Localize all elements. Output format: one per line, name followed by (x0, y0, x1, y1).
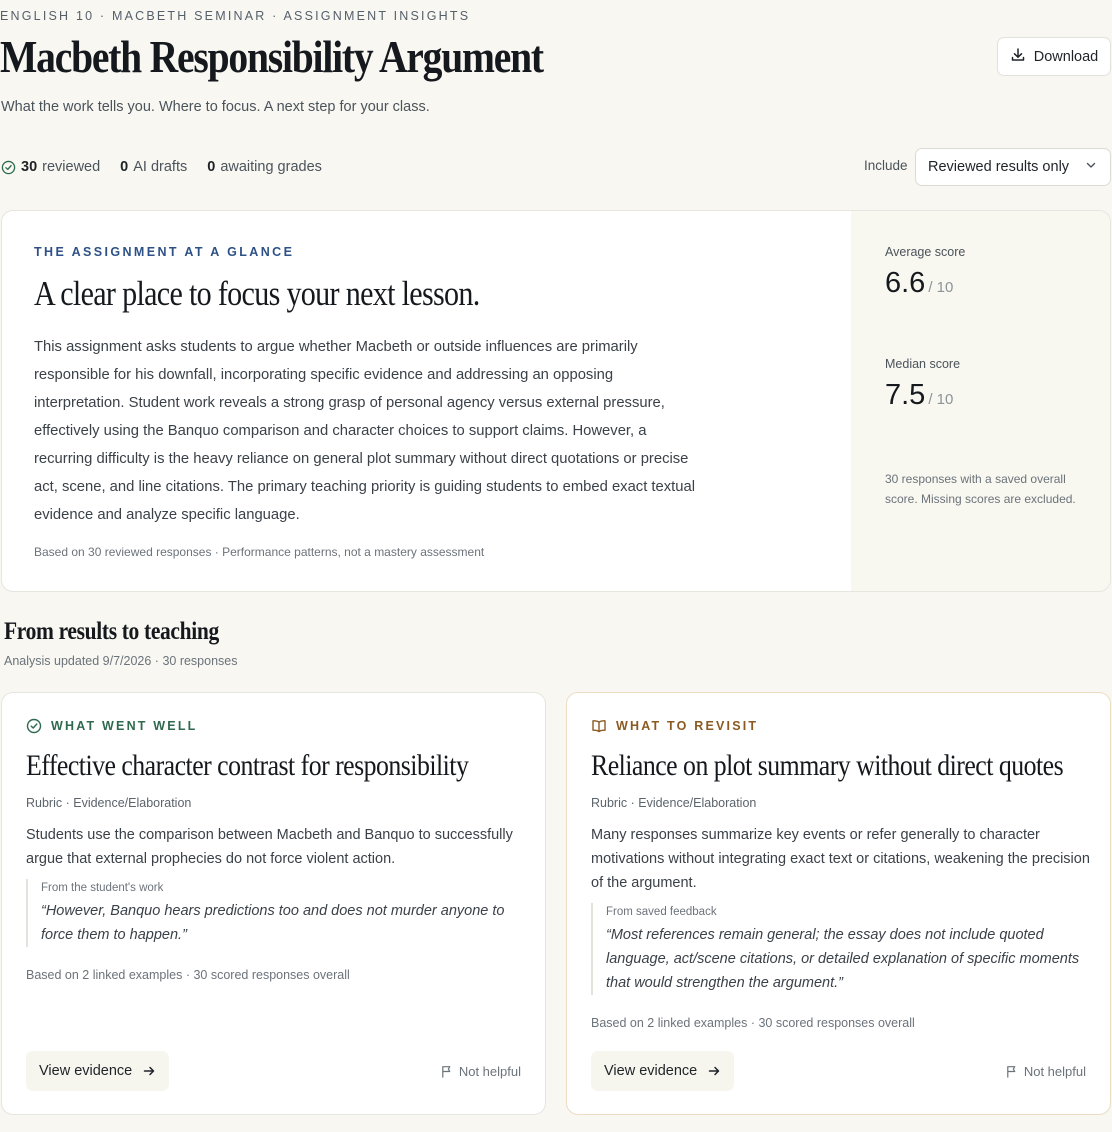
average-score-label: Average score (885, 245, 966, 259)
not-helpful-button[interactable] (1005, 1064, 1086, 1079)
download-label: Download (1033, 48, 1099, 65)
median-score-label: Median score (885, 357, 961, 371)
card-footnote: Based on 2 linked examples · 30 scored responses overall (26, 968, 350, 982)
ai-drafts-count: 0 (120, 159, 129, 175)
what-to-revisit-card (566, 692, 1111, 1115)
include-filter-select[interactable] (915, 148, 1111, 186)
assignment-glance-card (1, 210, 1111, 592)
what-to-revisit-eyebrow (591, 718, 758, 734)
download-icon (1010, 47, 1026, 67)
card-title: Reliance on plot summary without direct quotes (591, 749, 1064, 782)
card-title: Effective character contrast for responsibility (26, 749, 469, 782)
review-status-summary (1, 157, 342, 177)
awaiting-count: 0 (207, 159, 216, 175)
include-label: Include (864, 158, 908, 173)
arrow-right-icon (707, 1064, 721, 1078)
average-score-value: 6.6 (885, 267, 926, 299)
rubric-tag: Rubric · Evidence/Elaboration (26, 796, 192, 810)
student-quote (26, 879, 516, 947)
check-circle-icon (26, 718, 42, 734)
ai-drafts-label: AI drafts (133, 159, 188, 175)
reviewed-label: reviewed (42, 159, 101, 175)
what-went-well-card (1, 692, 546, 1115)
open-book-icon (591, 718, 607, 734)
quote-text: “Most references remain general; the essay does not include quoted language, act/scene citations, or detailed explanation of specific moments that would strengthen the argument.” (606, 927, 1080, 991)
quote-source-label: From saved feedback (606, 906, 717, 918)
not-helpful-label: Not helpful (1023, 1064, 1086, 1079)
include-selected-value: Reviewed results only (928, 159, 1070, 175)
ai-drafts-stat (120, 159, 187, 175)
section-title: From results to teaching (4, 618, 219, 645)
score-note: 30 responses with a saved overall score. Missing scores are excluded. (885, 472, 1076, 506)
eyebrow-label: WHAT TO REVISIT (616, 719, 759, 733)
median-score-value: 7.5 (885, 379, 926, 411)
glance-heading: A clear place to focus your next lesson. (34, 274, 480, 313)
quote-text: “However, Banquo hears predictions too and does not murder anyone to force them to happen.” (41, 903, 505, 943)
view-evidence-button[interactable] (591, 1051, 734, 1091)
average-score (885, 267, 953, 300)
chevron-down-icon (1084, 158, 1098, 176)
check-circle-icon (1, 160, 16, 175)
rubric-tag: Rubric · Evidence/Elaboration (591, 796, 757, 810)
quote-source-label: From the student's work (41, 882, 164, 894)
reviewed-stat (1, 159, 100, 175)
card-footnote: Based on 2 linked examples · 30 scored responses overall (591, 1016, 915, 1030)
card-description: Students use the comparison between Macbeth and Banquo to successfully argue that external prophecies do not force violent action. (26, 827, 513, 867)
download-button[interactable] (997, 37, 1111, 76)
view-evidence-label: View evidence (604, 1063, 698, 1079)
not-helpful-button[interactable] (440, 1064, 521, 1079)
view-evidence-label: View evidence (39, 1063, 133, 1079)
score-summary-panel (851, 211, 1111, 591)
view-evidence-button[interactable] (26, 1051, 169, 1091)
breadcrumb: ENGLISH 10 · MACBETH SEMINAR · ASSIGNMENT INSIGHTS (0, 9, 471, 23)
arrow-right-icon (142, 1064, 156, 1078)
page-subtitle: What the work tells you. Where to focus. A next step for your class. (1, 99, 430, 115)
what-went-well-eyebrow (26, 718, 198, 734)
section-meta: Analysis updated 9/7/2026 · 30 responses (4, 654, 238, 668)
glance-eyebrow: THE ASSIGNMENT AT A GLANCE (34, 245, 295, 259)
median-score-denominator: / 10 (928, 391, 954, 408)
card-description: Many responses summarize key events or refer generally to character motivations without integrating exact text or citations, weakening the precision of the argument. (591, 827, 1090, 891)
awaiting-stat (207, 159, 322, 175)
median-score (885, 379, 953, 412)
feedback-quote (591, 903, 1081, 995)
reviewed-count: 30 (21, 159, 38, 175)
flag-icon (440, 1065, 453, 1078)
glance-summary: This assignment asks students to argue whether Macbeth or outside influences are primarily responsible for his downfall, incorporating specific evidence and addressing an opposing interpretation. Student work reveals a strong grasp of personal agency versus external pressure, effectively using the Banquo comparison and character choices to support claims. However, a recurring difficulty is the heavy reliance on general plot summary without direct quotations or precise act, scene, and line citations. The primary teaching priority is guiding students to embed exact textual evidence and analyze specific language. (34, 339, 696, 523)
page-title: Macbeth Responsibility Argument (0, 31, 543, 82)
not-helpful-label: Not helpful (458, 1064, 521, 1079)
flag-icon (1005, 1065, 1018, 1078)
eyebrow-label: WHAT WENT WELL (51, 719, 198, 733)
glance-footnote: Based on 30 reviewed responses · Performance patterns, not a mastery assessment (34, 545, 485, 559)
awaiting-label: awaiting grades (220, 159, 322, 175)
average-score-denominator: / 10 (928, 279, 954, 296)
